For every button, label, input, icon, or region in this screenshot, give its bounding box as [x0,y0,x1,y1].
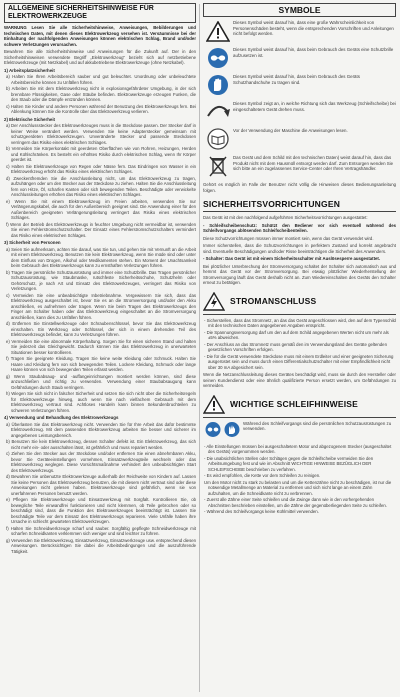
symbol-row-manual [203,128,396,150]
tool-use-item-a: a) Überlasten Sie das Elektrowerkzeug nicht. Verwenden Sie für Ihre Arbeit das dafür bestimmte Elektrowerkzeug. Mit dem passenden Elektrowerkzeug arbeiten Sie besser und sicherer im angegebenen Leistungsbereich. [6,421,196,438]
grinding-list [203,444,396,515]
electrical-item-b: b) Vermeiden Sie Körperkontakt mit geerdeten Oberflächen wie von Rohren, Heizungen, Herden und Kühlschränken. Es besteht ein erhöhtes Risiko durch elektrischen Schlag, wenn Ihr Körper geerdet ist. [6,146,196,162]
power-item-2: - Der Anschluss an das Stromnetz muss gemäß den im Verwendungsland des Geräte geltenden gesetzlichen Vorschriften erfolgen. [204,341,387,352]
general-safety-title: ALLGEMEINE SICHERHEITSHINWEISE FÜR ELEKTROWERKZEUGE [4,3,196,23]
power-heading-row [203,292,396,311]
warning-paragraph [4,25,196,47]
safety-switch-text [203,256,396,262]
protective-gloves-icon [203,74,233,96]
electrical-item-f: f) Wenn der Betrieb des Elektrowerkzeugs in feuchter Umgebung nicht vermeidbar ist, verwenden Sie einen Fehlerstromschutzschalter. Der Einsatz eines Fehlerstromschutzschalters vermindert das Risiko eines elektrischen Schlages. [6,221,196,238]
grinding-item-5: - Zuerst alle Zähne einer Seite schleifen und die Zwinge dann wie in den vorhergehenden Abschnitten beschrieben einstellen, um die Zähne der gegenüberliegenden Seite zu schleifen. [204,497,387,508]
power-title-rule [203,314,396,315]
safety-power-loss-text: Bei plötzlicher Unterbrechung der Stromversorgung schaltet der Schalter sich automatisch aus und hemmt das Gerät vor der Stromversorgung. Bei etwaig plötzlicher Wiederherstellung der Stromversorgung läuft das Gerät deshalb nicht an. Zum Wiedereinschalten des Geräts den Schalter erneut zu betätigen. [203,263,396,285]
symbol-warning-text: Dieses Symbol weist darauf hin, dass eine große Wahrscheinlichkeit von Personenschäden besteht, wenn die entsprechenden Vorschriften und Anleitungen nicht befolgt werden. [233,20,394,36]
keep-instructions-paragraph: Bewahren Sie alle Sicherheitshinweise und Anweisungen für die Zukunft auf. Der in den Sicherheitshinweisen verwendete Begriff „Elektrowerkzeug“ bezieht sich auf netzbetriebene Elektrowerkzeuge (mit Netzkabel) und auf akkubetriebene Elektrowerkzeuge (ohne Netzkabel). [4,49,196,65]
symbol-gloves-text: Dieses Symbol weist darauf hin, dass beim Gebrauch des Geräts Schutzhandschuhe zu tragen sind. [233,74,360,85]
rotation-arrow-icon [203,101,233,123]
column-divider [199,4,200,692]
read-manual-icon [203,128,233,150]
tool-use-item-c: c) Ziehen Sie den Stecker aus der Steckdose und/oder entfernen Sie einen abnehmbaren Akku, bevor Sie Geräteeinstellungen vornehmen, Einsatzwerkzeugteile wechseln oder das Elektrowerkzeug weglegen. Diese Vorsichtsmaßnahme verhindert den unbeabsichtigten Start des Elektrowerkzeugs. [6,451,196,473]
warning-text: WARNUNG Lesen Sie alle Sicherheitshinweise, Anweisungen, Bebilderungen und technischen Daten, mit denen dieses Elektrowerkzeug versehen ist. Versäumnisse bei der Einhaltung der nachfolgenden Anweisungen können elektrischen Schlag, Brand und/oder schwere Verletzungen verursachen. [4,25,196,47]
symbol-row-gloves [203,74,396,96]
grinding-notes-title: WICHTIGE SCHLEIFHINWEISE [230,399,359,409]
crossed-bin-icon [203,155,233,177]
safety-guard-text [203,223,396,234]
safety-devices-title: SICHERHEITSVORRICHTUNGEN [203,199,341,209]
personal-item-d: d) Entfernen Sie Einstellwerkzeuge oder Schraubenschlüssel, bevor Sie das Elektrowerkzeug einschalten. Ein Werkzeug oder Schlüssel, der sich in einem drehenden Teil des Elektrowerkzeugs befindet, kann zu Verletzungen führen. [6,321,196,337]
personal-item-h: h) Wiegen Sie sich nicht in falscher Sicherheit und setzen Sie sich nicht über die Sicherheitsregeln für Elektrowerkzeuge hinweg, auch wenn Sie nach vielfachem Gebrauch mit dem Elektrowerkzeug vertraut sind. Achtloses Handeln kann binnen Sekundenbruchteilen zu schweren Verletzungen führen. [6,391,196,413]
symbols-title: SYMBOLE [203,3,396,17]
grinding-intro-text: Während des Schleifvorgangs sind die persönlichen Schutzausrüstungen zu verwenden. [243,420,392,431]
right-column [203,3,396,693]
power-item-1b: - Die Spannungsversorgung darf um den auf dem Schild angegebenen Werten nicht um mehr als ±5% abweichen. [204,329,389,340]
symbols-note: Gehört es möglich im Falle der Benutzer nicht völlig die Hinweisen dieses Bedienungsanleitung folgen. [203,182,396,193]
electrical-item-e: e) Wenn Sie mit einem Elektrowerkzeug im Freien arbeiten, verwenden Sie nur Verlängerungskabel, die auch für den Außenbereich geeignet sind. Die Anwendung einer für den Außenbereich geeigneten Verlängerungsleitung verringert das Risiko eines elektrischen Schlages. [6,198,196,220]
tool-use-item-d: d) Bewahren Sie unbenutzte Elektrowerkzeuge außerhalb der Reichweite von Kindern auf. Lassen Sie keine Personen das Elektrowerkzeug benutzen, die mit diesem nicht vertraut sind oder diese Anweisungen nicht gelesen haben. Elektrowerkzeuge sind gefährlich, wenn sie von unerfahrenen Personen benutzt werden. [6,474,196,496]
power-item-3: - Die für die Gerät verwendete Steckdose muss mit einem Erdleiter und einer geeigneten Sicherung ausgerüstet sein und muss durch einen Differentialschutzschalter mit einer Empfindlichkeit nicht über 30 mA abgesichert sein. [204,353,394,370]
warning-triangle-icon-small [203,395,225,414]
symbol-row-warning [203,20,396,42]
personal-item-e: e) Vermeiden Sie eine abnormale Körperhaltung. Sorgen Sie für einen sicheren Stand und halten Sie jederzeit das Gleichgewicht. Dadurch können Sie das Elektrowerkzeug in unerwarteten Situationen besser kontrollieren. [6,338,196,355]
symbol-disposal-text: Das Gerät und dem Schild mit den technischen Daten) weist darauf hin, dass das Produkt nicht mit dem Hausmüll entsorgt werden darf. Zum Entsorgen wenden Sie sich bitte an ein zugelassenes Service-Center oder Ihren Vertragshändler. [233,155,394,171]
grinding-item-1: - Alle Einstellungen müssen bei ausgeschaltetem Motor und abgezogenem Stecker (ausgeschaltet des Geräts) vorgenommen werden. [204,443,392,454]
safety-guard-check: Immer sicherstellen, dass die Schutzvorrichtungen in perfektem Zustand und korrekt angebracht sind. Eventuelle Beschädigungen und/oder Risse beeinträchtigen die Sicherheit des Anwenders. [203,243,396,254]
symbol-row-rotation [203,101,396,123]
personal-item-c: c) Vermeiden Sie eine unbeabsichtigte Inbetriebnahme. Vergewissern Sie sich, dass das Elektrowerkzeug ausgeschaltet ist, bevor Sie es an die Stromversorgung und/oder den Akku anschließen, es aufnehmen oder tragen. Wenn Sie beim Tragen des Elektrowerkzeugs den Finger am Schalter haben oder das Elektrowerkzeug eingeschaltet an die Stromversorgung anschließen, kann dies zu Unfällen führen. [6,292,196,320]
symbol-row-goggles [203,47,396,69]
personal-item-a: a) Seien Sie aufmerksam, achten Sie darauf, was Sie tun, und gehen Sie mit Vernunft an die Arbeit mit einem Elektrowerkzeug. Benutzen Sie kein Elektrowerkzeug, wenn Sie müde sind oder unter dem Einfluss von Drogen, Alkohol oder Medikamenten stehen. Ein Moment der Unachtsamkeit beim Gebrauch des Elektrowerkzeugs kann zu ernsthaften Verletzungen führen. [6,246,196,268]
grinding-title-rule [203,417,396,418]
section-electrical-heading: 2) Elektrische Sicherheit [4,116,56,122]
section-workplace-heading: 1) Arbeitsplatzsicherheit [4,67,55,73]
electrical-item-a: a) Der Anschlussstecker des Elektrowerkzeuges muss in die Steckdose passen. Der Stecker darf in keiner Weise verändert werden. Verwenden Sie keine Adapterstecker gemeinsam mit schutzgeerdeten Elektrowerkzeugen. Unveränderte Stecker und passende Steckdosen verringern das Risiko eines elektrischen Schlages. [6,123,196,145]
symbol-rotation-text: Dieses Symbol zeigt an, in welche Richtung sich das Werkzeug (Schleifscheibe) bei eingeschaltetem Gerät drehen muss. [233,101,396,112]
electrical-item-d: d) Zweckentfremden Sie die Anschlussleitung nicht, um das Elektrowerkzeug zu tragen, aufzuhängen oder um den Stecker aus der Steckdose zu ziehen. Halten Sie die Anschlussleitung fern von Hitze, Öl, scharfen Kanten oder sich bewegenden Teilen. Beschädigte oder verwickelte Anschlussleitungen erhöhen das Risiko eines elektrischen Schlages. [6,175,196,197]
grinding-item-2: - Die unabsichtlichen Stellen oder Schlägen gegen die Schleifscheibe vermeiden Sie den Arbeitsumgebung fest und wie im Abschnitt WICHTIGE HINWEISE BEZÜGLICH DER SCHLEIFSCHEIBE beschrieben zu verfahren. [204,455,374,472]
tool-use-item-e: e) Pflegen Sie Elektrowerkzeuge und Einsatzwerkzeug mit Sorgfalt. Kontrollieren Sie, ob bewegliche Teile einwandfrei funktionieren und nicht klemmen, ob Teile gebrochen oder so beschädigt sind, dass die Funktion des Elektrowerkzeuges beeinträchtigt ist. Lassen Sie beschädigte Teile vor dem Einsatz des Elektrowerkzeugs reparieren. Viele Unfälle haben ihre Ursache in schlecht gewarteten Elektrowerkzeugen. [6,497,196,524]
grinding-item-3: - Es wird empfohlen, die Kette vor dem Schleifen zu reinigen. [204,473,321,478]
safety-goggles-icon [203,47,233,69]
power-connection-title: STROMANSCHLUSS [230,296,317,306]
warning-triangle-icon [203,20,233,42]
section-personal-heading: 3) Sicherheit von Personen [4,240,61,245]
electrical-item-c: c) Halten Sie Elektrowerkzeuge von Regen oder Nässe fern. Das Eindringen von Wasser in ein Elektrowerkzeug erhöht das Risiko eines elektrischen Schlages. [6,163,196,174]
power-item-1: - Sicherstellen, dass das Stromnetz, an das das Gerät angeschlossen wird, den auf dem Typenschild mit den technischen Daten angegebenen Angaben entspricht. [204,317,396,328]
goggles-gloves-icons [203,421,243,439]
lightning-warning-icon [203,292,225,311]
power-cord-replacement: Wenn die Netzanschlussleitung dieses Gerätes beschädigt wird, muss sie durch den Hersteller oder seinen Kundendienst oder eine ähnlich qualifizierte Person ersetzt werden, um Gefährdungen zu vermeiden. [203,372,396,388]
grinding-intro-row [203,421,396,439]
safety-switch-bold: - Schalter: Das Gerät ist mit einem Sicherheitsschalter mit Auslösesperre ausgestattet. [203,256,381,261]
section-tool-use-heading: 4) Verwendung und Behandlung des Elektrowerkzeugs [4,415,119,420]
workplace-item-a: a) Halten Sie Ihren Arbeitsbereich sauber und gut beleuchtet. Unordnung oder unbeleuchtete Arbeitsbereiche können zu Unfällen führen. [6,74,196,85]
tool-use-item-g: g) Verwenden Sie Elektrowerkzeug, Einsatzwerkzeug, Einsatzwerkzeuge usw. entsprechend diesen Anweisungen. Berücksichtigen Sie dabei die Arbeitsbedingungen und die auszuführende Tätigkeit. [6,537,196,554]
safety-title-rule [203,211,396,212]
personal-item-f: f) Tragen Sie geeignete Kleidung. Tragen Sie keine weite Kleidung oder Schmuck. Halten Sie Haare und Kleidung fern von sich bewegenden Teilen. Lockere Kleidung, Schmuck oder lange Haare können von sich bewegenden Teilen erfasst werden. [6,356,196,372]
personal-item-b: b) Tragen Sie persönliche Schutzausrüstung und immer eine Schutzbrille. Das Tragen persönlicher Schutzausrüstung, wie Staubmaske, rutschfeste Sicherheitsschuhe, Schutzhelm oder Gehörschutz, je nach Art und Einsatz des Elektrowerkzeuges, verringert das Risiko von Verletzungen. [6,269,196,291]
grinding-item-6: - Während des Schleifvorgangs keine Kühlmittel verwenden. [204,509,319,514]
safety-guard-note: Diese Schutzvorrichtungen müssen immer montiert sein, wenn das Gerät verwendet wird. [203,235,374,241]
workplace-item-b: b) Arbeiten Sie mit dem Elektrowerkzeug nicht in explosionsgefährdeter Umgebung, in der sich brennbare Flüssigkeiten, Gase oder Stäube befinden. Elektrowerkzeuge erzeugen Funken, die den Staub oder die Dämpfe entzünden können. [6,86,196,102]
symbol-goggles-text: Dieses Symbol weist darauf hin, dass beim Gebrauch des Geräts eine Schutzbrille aufzusetzen ist. [233,47,394,58]
symbol-manual-text: Vor der Verwendung der Maschine die Anweisungen lesen. [233,128,348,133]
grinding-item-4: Um den Motor nicht zu stark zu belasten und um die Kettenzähne nicht zu beschädigen, ist nur die notwendige Metallmenge an Material zu entfernen und sich nicht lange an einem Zahn aufzuhalten, um die Schneidkante nicht zu verbrennen. [204,479,392,496]
safety-intro: Das Gerät ist mit den nachfolgend aufgeführten Sicherheitsvorrichtungen ausgestattet: [203,215,368,220]
tool-use-item-b: b) Benutzen Sie kein Elektrowerkzeug, dessen Schalter defekt ist. Ein Elektrowerkzeug, das sich nicht mehr ein- oder ausschalten lässt, ist gefährlich und muss repariert werden. [6,439,196,450]
power-list [203,318,396,371]
grinding-heading-row [203,395,396,414]
tool-use-item-f: f) Halten Sie Schneidwerkzeuge scharf und sauber. Sorgfältig gepflegte Schneidwerkzeuge mit scharfen Schneidkanten verklemmen sich weniger und sind leichter zu führen. [6,525,196,536]
workplace-item-c: c) Halten Sie Kinder und andere Personen während der Benutzung des Elektrowerkzeugs fern. Bei Ablenkung können Sie die Kontrolle über das Elektrowerkzeug verlieren. [6,103,196,114]
symbol-row-disposal [203,155,396,177]
personal-item-g: g) Wenn Staubabsaug- und -auffangeinrichtungen montiert werden können, sind diese anzuschließen und richtig zu verwenden. Verwendung einer Staubabsaugung kann Gefährdungen durch Staub verringern. [6,373,196,390]
left-column [4,3,196,693]
safety-guard-bold: - Schleifscheibenschutz: Schützt den Bediener vor sich eventuell während des Schleifvorgangs ablösenden Schleifscheibenteilen. [203,222,396,233]
